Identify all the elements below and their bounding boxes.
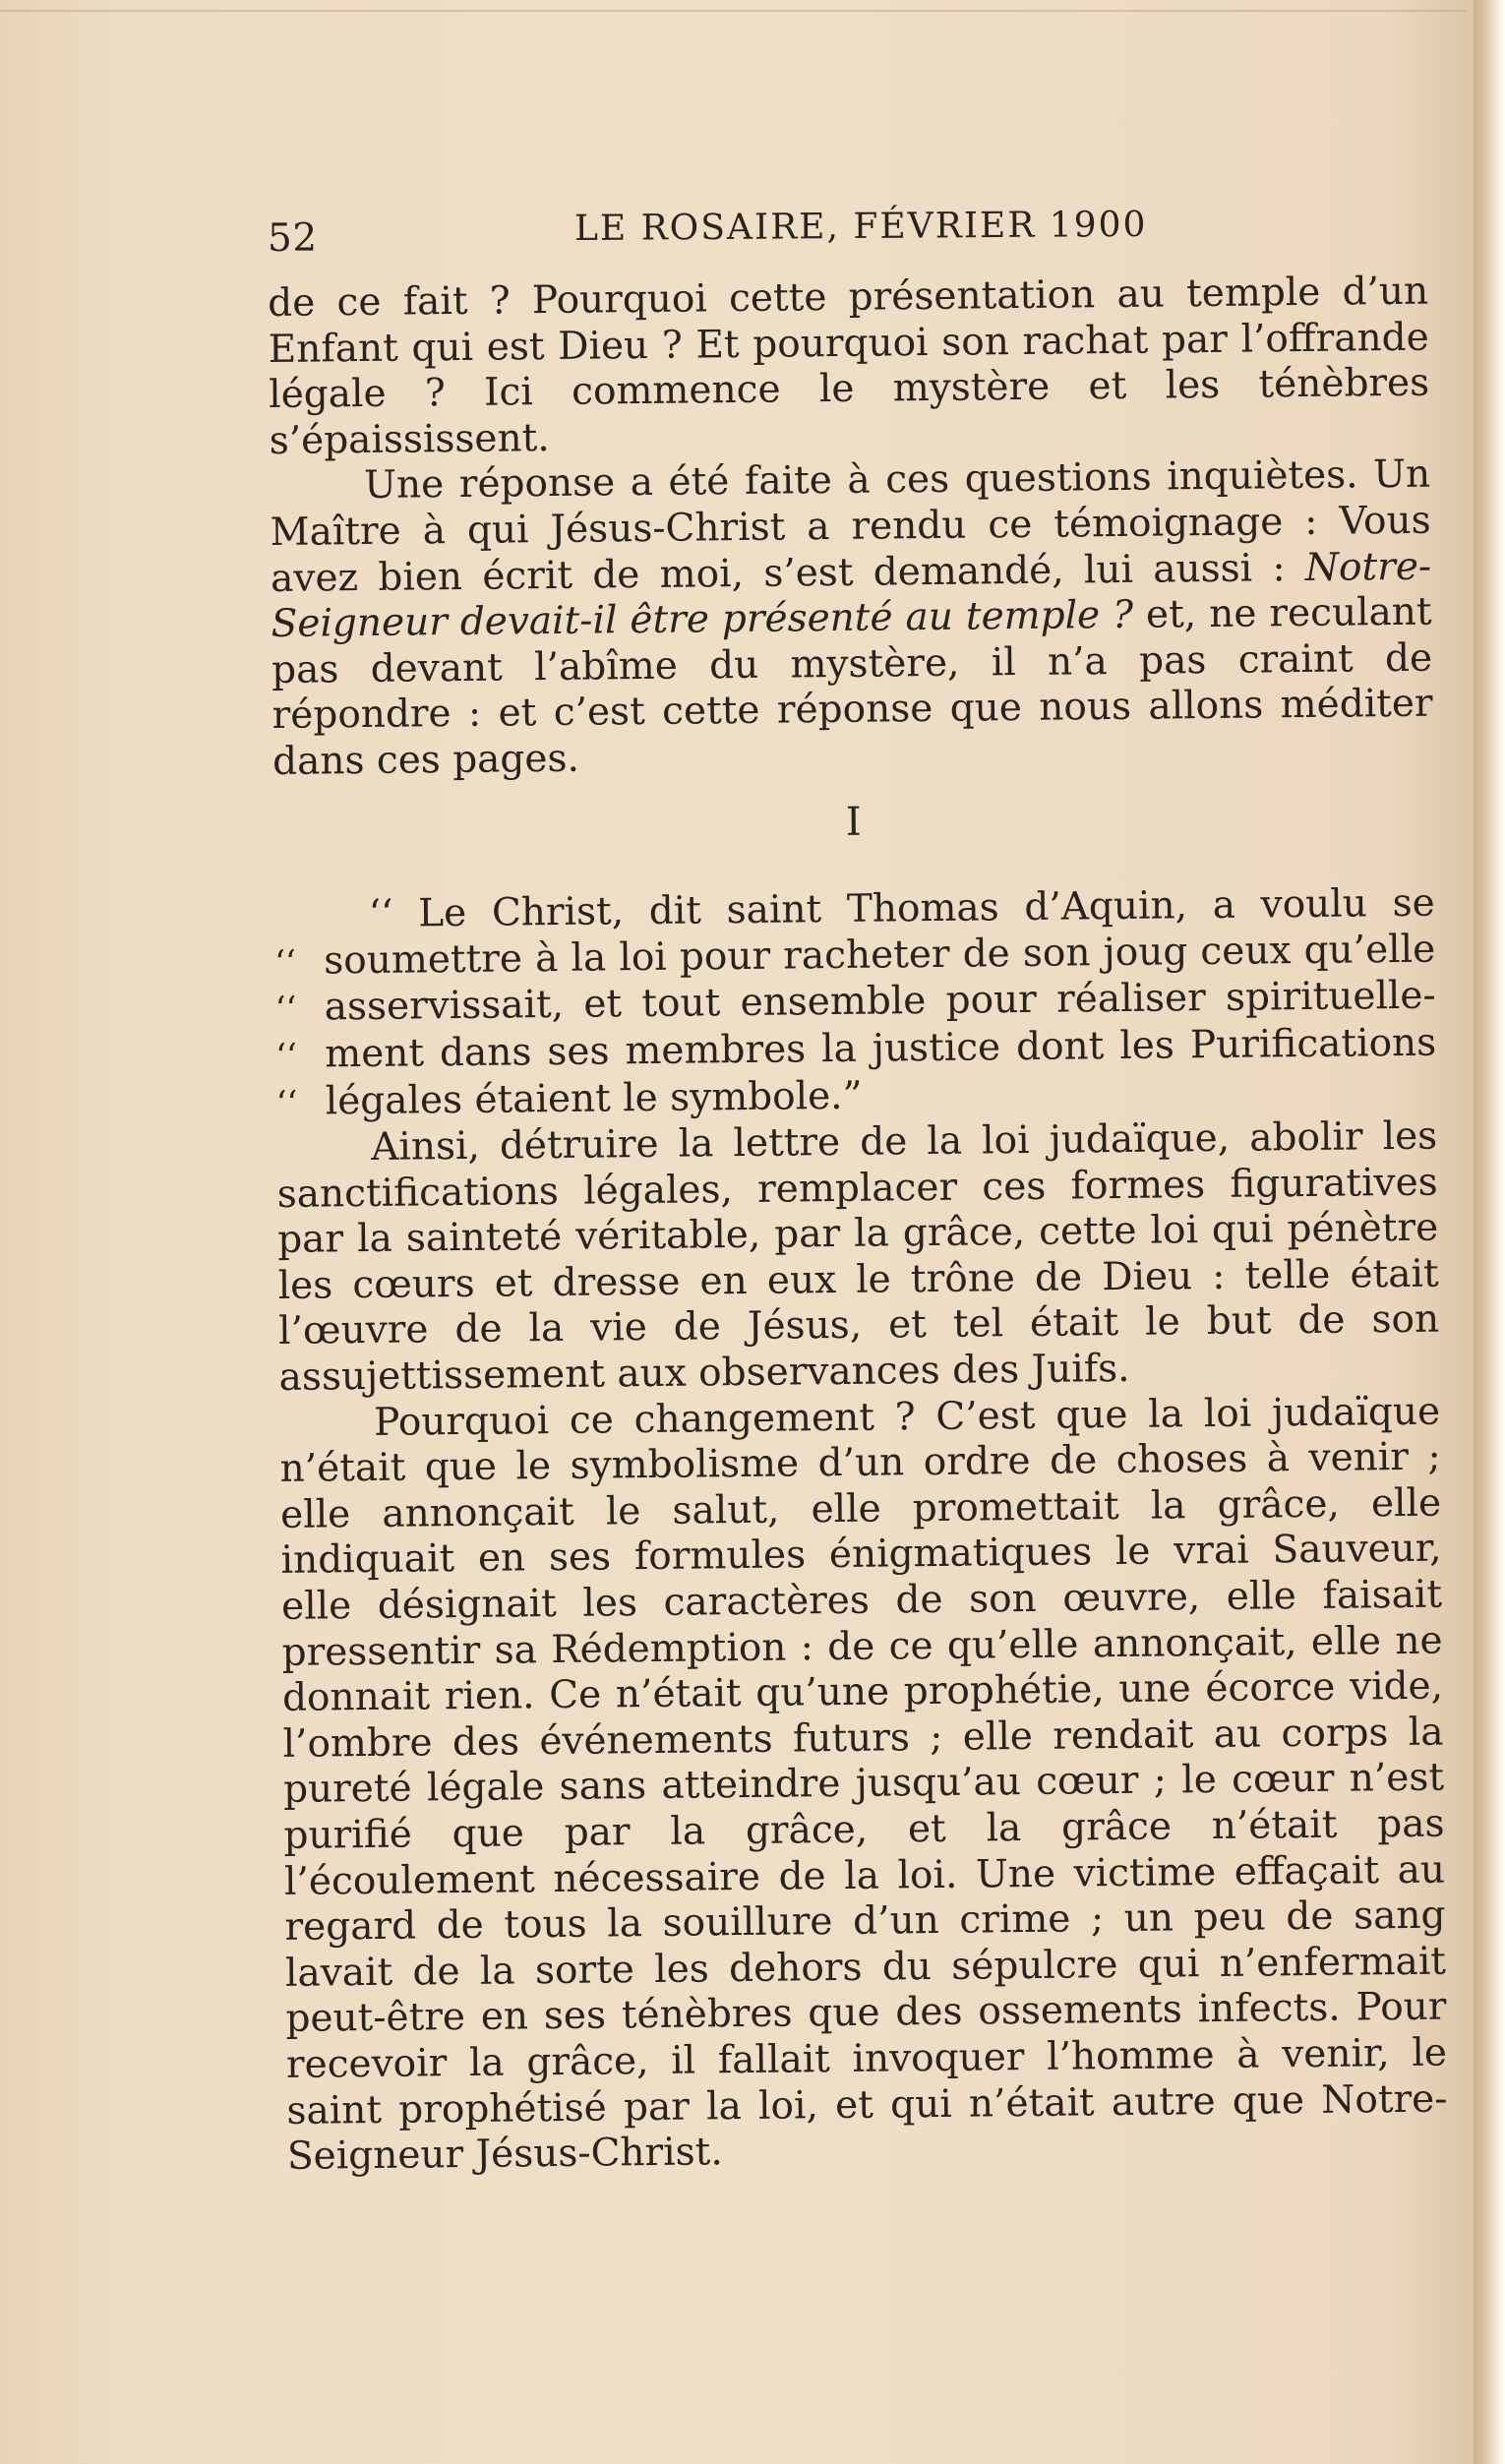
quotation-block [274, 881, 1437, 1126]
paragraph-answer-italic-question: Notre-Seigneur devait-il être présenté au temple ? [271, 544, 1432, 647]
quote-mark: ‘‘ [274, 942, 297, 983]
quotation-line-text: asservissait, et tout ensemble pour réaliser spirituelle- [324, 973, 1436, 1030]
top-edge-rule [0, 10, 1466, 12]
quotation-line-text: ment dans ses membres la justice dont les Purifications [324, 1020, 1437, 1077]
section-number: I [845, 799, 862, 845]
quote-mark: ‘‘ [274, 990, 297, 1030]
quotation-line-text: légales étaient le symbole.” [325, 1073, 863, 1123]
paragraph-answer-part-2: et, ne reculant pas devant l’abîme du mystère, il n’a pas craint de répondre : et c’est cette réponse que nous allons méditer dans ces pages. [271, 589, 1433, 784]
quote-mark: ‘‘ [275, 1036, 298, 1076]
body-text [268, 270, 1448, 2181]
paragraph-why-change: Pourquoi ce changement ? C’est que la loi judaïque n’était que le symbolisme d’un ordre de choses à venir ; elle annonçait le salut, elle promettait la grâce, elle indiquait en ses formules énigmatiques le vrai Sauveur, elle désignait les caractères de son œuvre, elle faisait pressentir sa Rédemption : de ce qu’elle annonçait, elle ne donnait rien. Ce n’était qu’une prophétie, une écorce vide, l’ombre des événements futurs ; elle rendait au corps la pureté légale sans atteindre jusqu’au cœur ; le cœur n’est purifié que par la grâce, et la grâce n’était pas l’écoulement nécessaire de la loi. Une victime effaçait au regard de tous la souillure d’un crime ; un peu de sang lavait de la sorte les dehors du sépulcre qui n’enfermait peut-être en ses ténèbres que des ossements infects. Pour recevoir la grâce, il fallait invoquer l’homme à venir, le saint prophétisé par la loi, et qui n’était autre que Notre-Seigneur Jésus-Christ. [279, 1389, 1448, 2180]
quotation-line-text: soumettre à la loi pour racheter de son joug ceux qu’elle [323, 927, 1436, 984]
paragraph-answer [270, 452, 1433, 785]
quote-mark: ‘‘ [275, 1083, 298, 1123]
paragraph-continued: de ce fait ? Pourquoi cette présentation au temple d’un Enfant qui est Dieu ? Et pourquoi son rachat par l’offrande légale ? Ici commence le mystère et les ténèbres s’épaississent. [268, 269, 1430, 463]
paragraph-purpose: Ainsi, détruire la lettre de la loi judaïque, abolir les sanctifications légales, remplacer ces formes figuratives par la sainteté véritable, par la grâce, cette loi qui pénètre les cœurs et dresse en eux le trône de Dieu : telle était l’œuvre de la vie de Jésus, et tel était le but de son assujettissement aux observances des Juifs. [276, 1113, 1440, 1401]
page-number: 52 [268, 216, 318, 261]
page-edge-shadow [1474, 0, 1505, 2464]
quotation-line: ‘‘ Le Christ, dit saint Thomas d’Aquin, a voulu se [368, 880, 1435, 937]
paragraph-answer-part-1: Une réponse a été faite à ces questions inquiètes. Un Maître à qui Jésus-Christ a rendu ce témoignage : Vous avez bien écrit de moi, s’est demandé, lui aussi : [270, 452, 1431, 601]
running-title: LE ROSAIRE, FÉVRIER 1900 [573, 204, 1148, 249]
